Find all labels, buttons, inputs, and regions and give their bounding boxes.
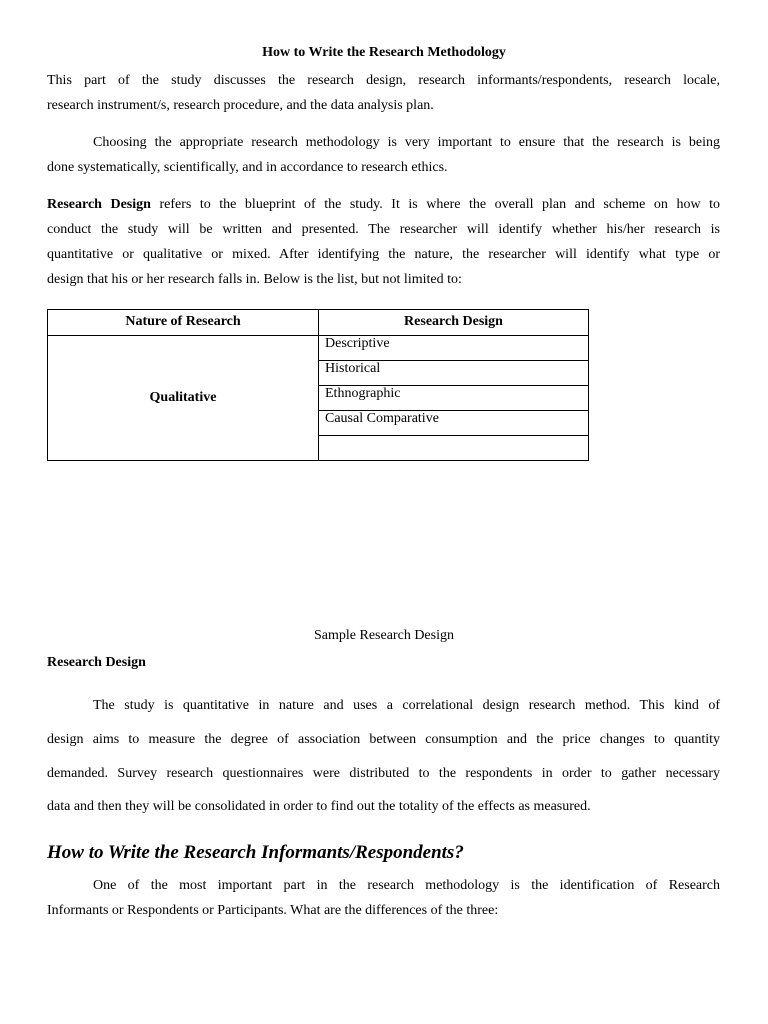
- table-cell-design: Descriptive: [319, 336, 589, 361]
- table-cell-nature: Qualitative: [48, 336, 319, 461]
- table-cell-design: [319, 436, 589, 461]
- table-header-design: Research Design: [319, 310, 589, 336]
- sample-line-3: demanded. Survey research questionnaires were distributed to the respondents in order to gather necessary: [47, 766, 720, 781]
- sample-line-1: The study is quantitative in nature and uses a correlational design research method. This kind of: [93, 698, 720, 713]
- informants-line-1: One of the most important part in the research methodology is the identification of Research: [93, 878, 720, 893]
- sample-line-4: data and then they will be consolidated in order to find out the totality of the effects as measured.: [47, 799, 591, 814]
- intro-line-2: research instrument/s, research procedure, and the data analysis plan.: [47, 98, 434, 113]
- research-design-table: [47, 309, 589, 461]
- page-title: How to Write the Research Methodology: [262, 45, 506, 60]
- informants-heading: How to Write the Research Informants/Respondents?: [47, 842, 464, 863]
- table-cell-design: Causal Comparative: [319, 411, 589, 436]
- sample-subhead: Research Design: [47, 655, 146, 670]
- para2-line-1: Choosing the appropriate research methodology is very important to ensure that the research is being: [93, 135, 720, 150]
- design-line-1: [47, 192, 720, 217]
- design-line-2: conduct the study will be written and presented. The researcher will identify whether his/her research is: [47, 222, 720, 237]
- design-line-1-text: refers to the blueprint of the study. It is where the overall plan and scheme on how to: [150, 197, 720, 212]
- design-line-4: design that his or her research falls in. Below is the list, but not limited to:: [47, 272, 462, 287]
- sample-line-2: design aims to measure the degree of association between consumption and the price changes to quantity: [47, 732, 720, 747]
- para2-line-2: done systematically, scientifically, and in accordance to research ethics.: [47, 160, 448, 175]
- sample-caption: Sample Research Design: [314, 628, 454, 643]
- design-term: Research Design: [47, 197, 151, 212]
- design-line-3: quantitative or qualitative or mixed. After identifying the nature, the researcher will identify what type or: [47, 247, 720, 262]
- table-cell-design: Historical: [319, 361, 589, 386]
- intro-line-1: This part of the study discusses the research design, research informants/respondents, research locale,: [47, 73, 720, 88]
- table-cell-design: Ethnographic: [319, 386, 589, 411]
- informants-line-2: Informants or Respondents or Participants. What are the differences of the three:: [47, 903, 499, 918]
- table-header-nature: Nature of Research: [48, 310, 319, 336]
